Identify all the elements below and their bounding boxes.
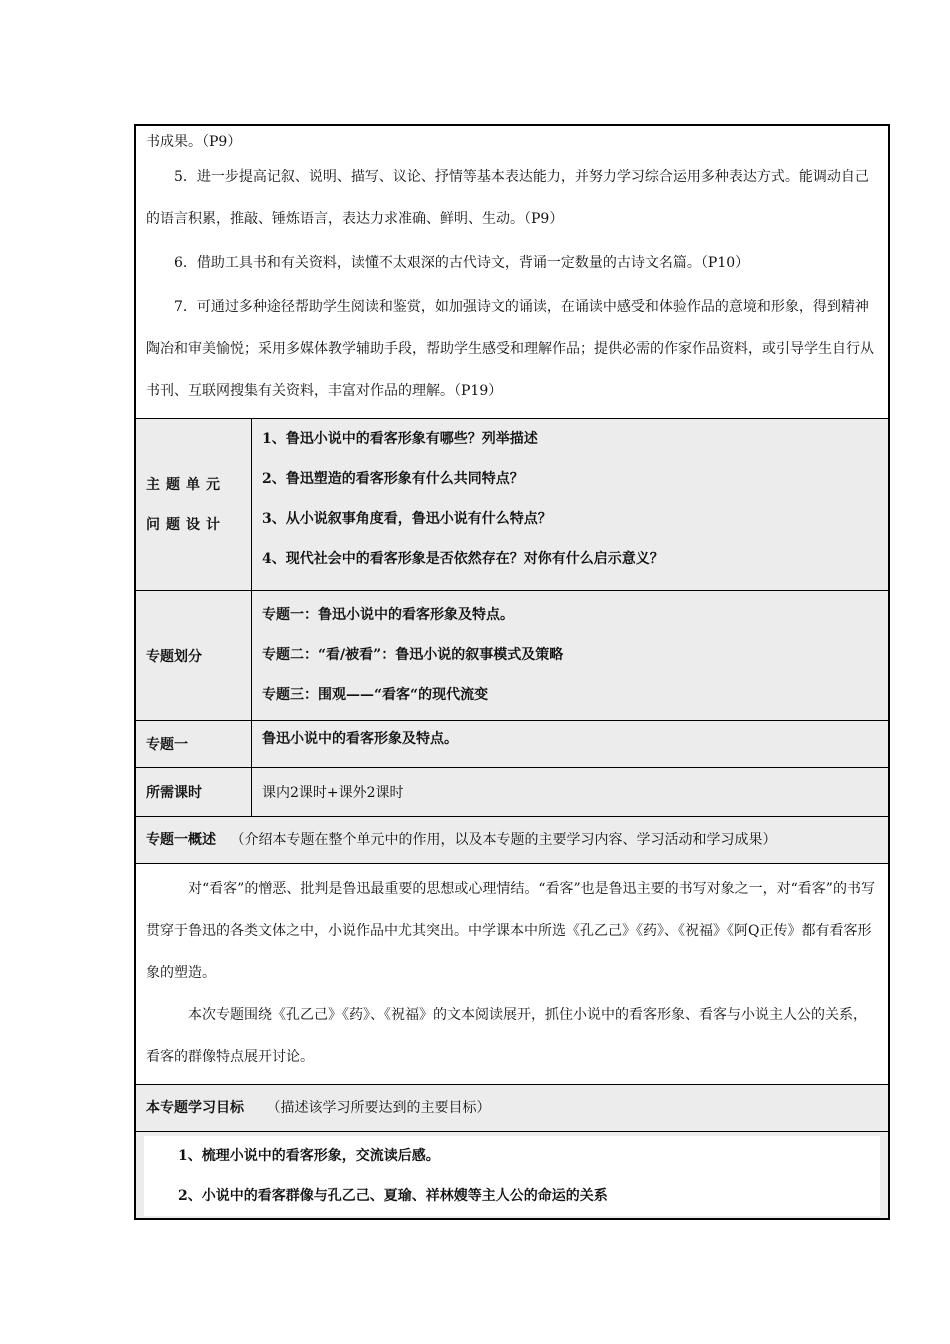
topic-division-row (136, 591, 888, 721)
unit-questions-row (136, 419, 888, 591)
lesson-plan-table (134, 124, 890, 1220)
overview-paragraph: 对“看客”的憎恶、批判是鲁迅最重要的思想或心理情结。“看客”也是鲁迅主要的书写对象之一，对“看客”的书写贯穿于鲁迅的各类文体之中，小说作品中尤其突出。中学课本中所选《孔乙己》《药》、《祝福》《阿Q正传》都有看客形象的塑造。 (146, 881, 875, 981)
class-hours-value: 课内2课时+课外2课时 (262, 785, 404, 801)
goals-hint: （描述该学习所要达到的主要目标） (266, 1100, 491, 1116)
topic-item: 专题一：鲁迅小说中的看客形象及特点。 (262, 607, 514, 623)
topic-division-list (252, 591, 888, 720)
overview-paragraph: 本次专题围绕《孔乙己》《药》、《祝福》的文本阅读展开，抓住小说中的看客形象、看客与小说主人公的关系，看客的群像特点展开讨论。 (146, 1007, 867, 1065)
unit-questions-label: 主题单元问题设计 (136, 419, 252, 590)
question-item: 3、从小说叙事角度看，鲁迅小说有什么特点？ (262, 511, 552, 527)
overview-hint: （介绍本专题在整个单元中的作用，以及本专题的主要学习内容、学习活动和学习成果） (230, 832, 777, 848)
overview-label: 专题一概述 (146, 832, 216, 848)
topic-one-label: 专题一 (136, 721, 252, 767)
goal-item: 2、小说中的看客群像与孔乙己、夏瑜、祥林嫂等主人公的命运的关系 (178, 1188, 608, 1204)
question-item: 4、现代社会中的看客形象是否依然存在？对你有什么启示意义？ (262, 551, 664, 567)
unit-questions-list (252, 419, 888, 590)
topic-one-row (136, 721, 888, 768)
topic-item: 专题二：“看/被看”：鲁迅小说的叙事模式及策略 (262, 647, 564, 663)
question-item: 1、鲁迅小说中的看客形象有哪些？列举描述 (262, 431, 538, 447)
class-hours-row (136, 768, 888, 817)
standard-item-7: 7．可通过多种途径帮助学生阅读和鉴赏，如加强诗文的诵读，在诵读中感受和体验作品的意境和形象，得到精神陶冶和审美愉悦；采用多媒体教学辅助手段，帮助学生感受和理解作品；提供必需的作家作品资料，或引导学生自行从书刊、互联网搜集有关资料，丰富对作品的理解。（P19） (146, 299, 874, 399)
question-item: 2、鲁迅塑造的看客形象有什么共同特点？ (262, 471, 524, 487)
overview-header (136, 817, 888, 864)
goals-body (136, 1132, 888, 1220)
standard-item-5: 5．进一步提高记叙、说明、描写、议论、抒情等基本表达能力，并努力学习综合运用多种表达方式。能调动自己的语言积累，推敲、锤炼语言，表达力求准确、鲜明、生动。（P9） (146, 169, 869, 227)
topic-item: 专题三：围观——“看客“的现代流变 (262, 687, 489, 703)
class-hours-label: 所需课时 (136, 768, 252, 816)
curriculum-standards-section (136, 126, 888, 419)
topic-division-label: 专题划分 (136, 591, 252, 720)
goals-list (144, 1136, 880, 1216)
overview-body (136, 864, 888, 1085)
topic-one-value: 鲁迅小说中的看客形象及特点。 (262, 731, 458, 747)
goal-item: 1、梳理小说中的看客形象，交流读后感。 (178, 1148, 440, 1164)
standard-item-6: 6．借助工具书和有关资料，读懂不太艰深的古代诗文，背诵一定数量的古诗文名篇。（P10） (174, 255, 750, 271)
standard-item-4-tail: 书成果。（P9） (146, 134, 242, 150)
goals-label: 本专题学习目标 (146, 1100, 244, 1116)
goals-header (136, 1085, 888, 1132)
